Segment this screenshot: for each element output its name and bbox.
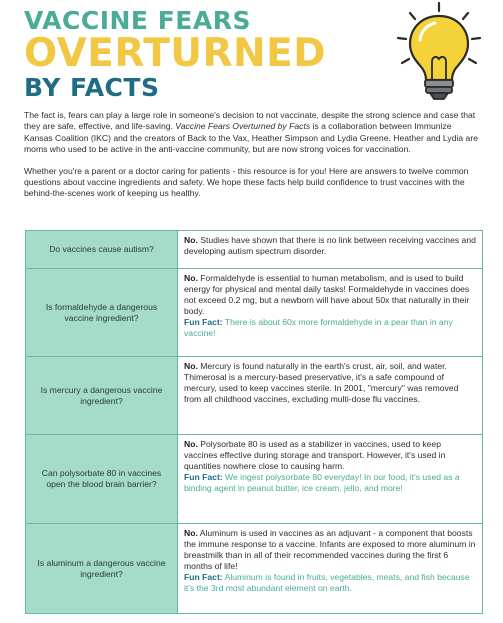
faq-answer <box>178 524 483 614</box>
faq-question: Do vaccines cause autism? <box>26 231 178 269</box>
title-line-2: OVERTURNED <box>24 31 327 76</box>
answer-no: No. <box>184 273 198 283</box>
faq-answer <box>178 435 483 524</box>
fun-fact-label: Fun Fact: <box>184 472 223 482</box>
faq-question: Is formaldehyde a dangerous vaccine ingredient? <box>26 269 178 357</box>
answer-text: Aluminum is used in vaccines as an adjuvant - a component that boosts the immune response to a vaccine. Infants are exposed to more aluminum in breastmilk than in all of their recommended vaccines during the first 6 months of life! <box>184 528 476 571</box>
faq-answer <box>178 231 483 269</box>
answer-no: No. <box>184 235 198 245</box>
answer-text: Formaldehyde is essential to human metabolism, and is used to build energy for physical and mental daily tasks! Formaldehyde in vaccines does not exceed 0.2 mg, but a newborn will have about 50x that naturally in their body. <box>184 273 470 316</box>
fun-fact-text: We ingest polysorbate 80 everyday! In our food, it's used as a binding agent in peanut butter, ice cream, jello, and more! <box>184 472 460 493</box>
intro-resource-name: Vaccine Fears Overturned by Facts <box>175 121 311 132</box>
intro-paragraph-2: Whether you're a parent or a doctor caring for patients - this resource is for you! Here are answers to twelve common questions about vaccine ingredients and safety. We hope these facts help build confidence to trust vaccines with the behind-the-scenes work of keeping us healthy. <box>24 165 469 199</box>
faq-row <box>26 269 483 357</box>
intro-text: The fact is, fears can play a large role in someone's decision to not vaccinate, despite the strong science and case that they are safe, effective, and life-saving. <box>24 110 476 132</box>
faq-row <box>26 435 483 524</box>
fun-fact-label: Fun Fact: <box>184 572 223 582</box>
intro-text: is a collaboration between Immunize Kansas Coalition (IKC) and the creators of Back to the Vax, Heather Simpson and Lydia Greene. Heather and Lydia are moms who used to be active in the anti-vaccine community, but are now strong voices for vaccination. <box>24 121 478 155</box>
fun-fact-text: There is about 60x more formaldehyde in a pear than in any vaccine! <box>184 317 453 338</box>
answer-text: Studies have shown that there is no link between receiving vaccines and developing autism spectrum disorder. <box>184 235 476 256</box>
faq-question: Is mercury a dangerous vaccine ingredient? <box>26 357 178 435</box>
intro-paragraph-1 <box>24 110 482 156</box>
faq-question: Is aluminum a dangerous vaccine ingredient? <box>26 524 178 614</box>
page-title <box>24 6 364 103</box>
answer-no: No. <box>184 361 198 371</box>
answer-no: No. <box>184 528 198 538</box>
fun-fact-text: Aluminum is found in fruits, vegetables, meats, and fish because it's the 3rd most abundant element on earth. <box>184 572 470 593</box>
faq-question: Can polysorbate 80 in vaccines open the blood brain barrier? <box>26 435 178 524</box>
lightbulb-icon <box>390 0 488 104</box>
faq-row <box>26 357 483 435</box>
faq-row <box>26 231 483 269</box>
faq-answer <box>178 357 483 435</box>
faq-table <box>25 230 483 614</box>
answer-no: No. <box>184 439 198 449</box>
title-line-1: VACCINE FEARS <box>24 6 251 35</box>
fun-fact-label: Fun Fact: <box>184 317 223 327</box>
intro-section <box>24 110 482 200</box>
answer-text: Polysorbate 80 is used as a stabilizer in vaccines, used to keep vaccines effective during storage and transport. However, it's used in quantities nowhere close to causing harm. <box>184 439 446 471</box>
title-line-3: BY FACTS <box>24 73 160 102</box>
faq-answer <box>178 269 483 357</box>
faq-row <box>26 524 483 614</box>
answer-text: Mercury is found naturally in the earth's crust, air, soil, and water. Thimerosal is a mercury-based preservative, it's a safe compound of mercury, used to keep vaccines sterile. In 2001, "mercury" was removed from all childhood vaccines, excluding multi-dose flu vaccines. <box>184 361 459 404</box>
